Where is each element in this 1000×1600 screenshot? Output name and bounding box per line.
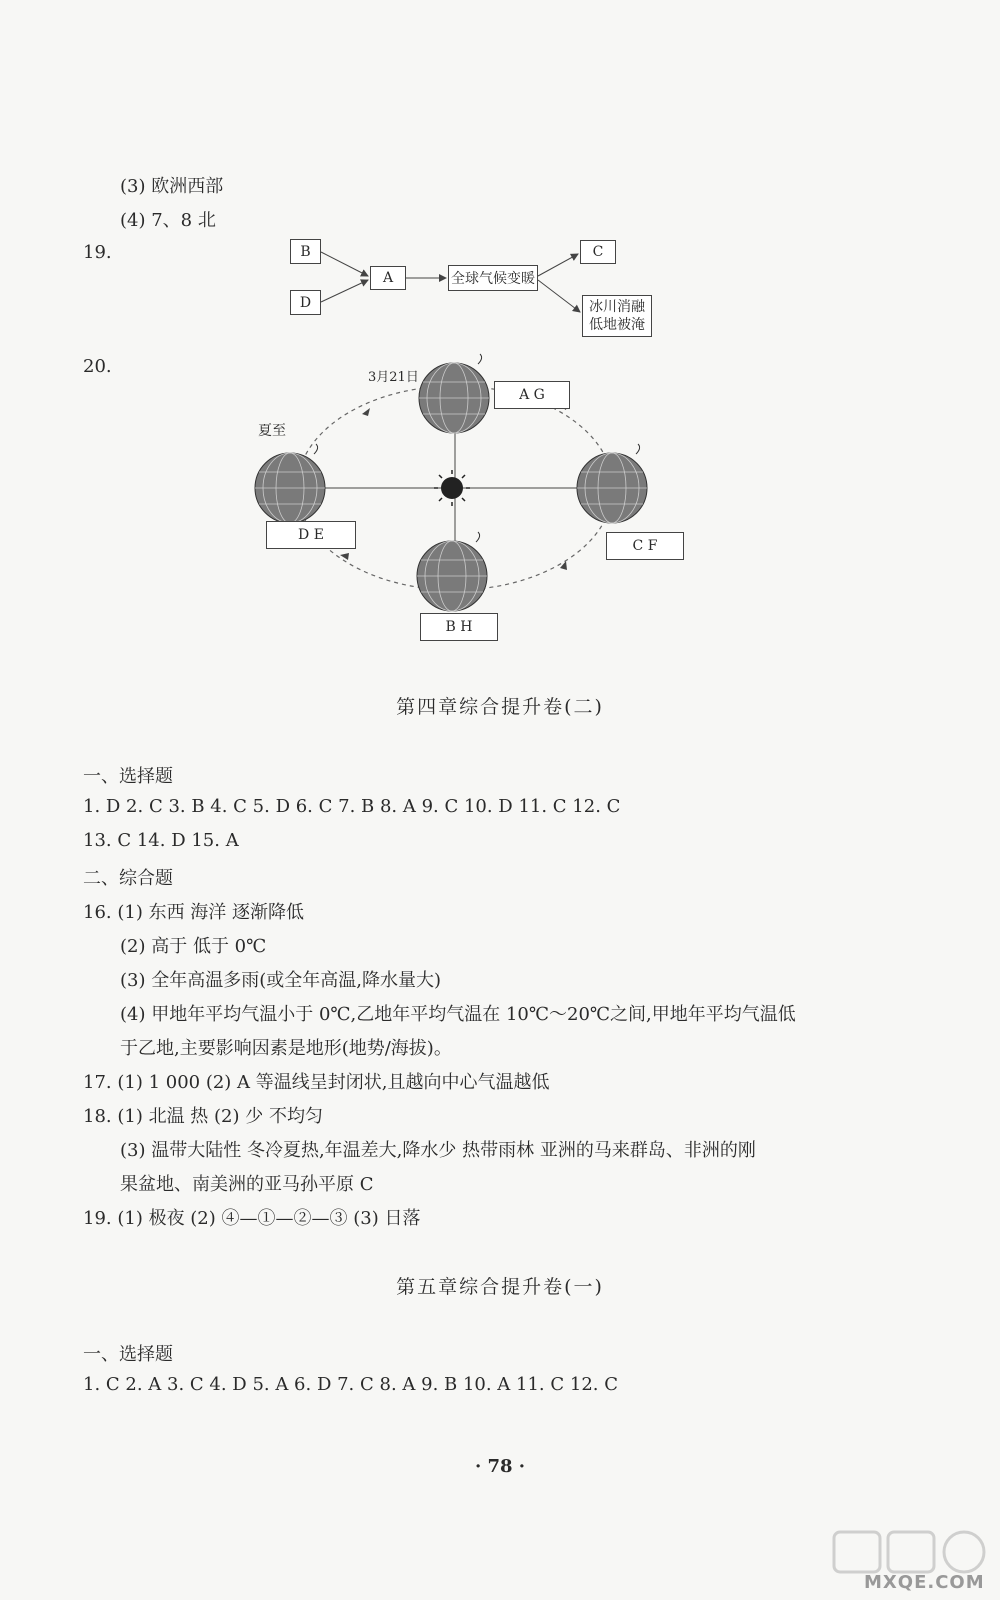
- box-glacier: [582, 295, 652, 337]
- s2-line-1: 1. C 2. A 3. C 4. D 5. A 6. D 7. C 8. A 9. B 10. A 11. C 12. C: [83, 1374, 618, 1395]
- s1-line-8: 于乙地,主要影响因素是地形(地势/海拔)。: [120, 1038, 452, 1059]
- box-a: A: [370, 266, 406, 290]
- box-d: D: [290, 290, 321, 315]
- s1-line-9: 17. (1) 1 000 (2) A 等温线呈封闭状,且越向中心气温越低: [83, 1072, 550, 1093]
- s1-line-7: (4) 甲地年平均气温小于 0℃,乙地年平均气温在 10℃～20℃之间,甲地年平均气温低: [120, 1004, 796, 1025]
- s1-line-2: 13. C 14. D 15. A: [83, 830, 239, 851]
- s1-line-6: (3) 全年高温多雨(或全年高温,降水量大): [120, 970, 441, 991]
- s1-line-4: 16. (1) 东西 海洋 逐渐降低: [83, 902, 305, 923]
- box-bh: B H: [420, 613, 498, 641]
- globe-top-icon: [419, 354, 489, 433]
- q19-number: 19.: [83, 242, 112, 263]
- page-number: · 78 ·: [474, 1456, 526, 1477]
- q20-number: 20.: [83, 356, 112, 377]
- s1-line-11: (3) 温带大陆性 冬冷夏热,年温差大,降水少 热带雨林 亚洲的马来群岛、非洲的刚: [120, 1140, 756, 1161]
- s1-line-5: (2) 高于 低于 0℃: [120, 936, 267, 957]
- s2-line-0: 一、选择题: [83, 1344, 173, 1365]
- box-c: C: [580, 240, 616, 264]
- s1-line-3: 二、综合题: [83, 868, 173, 889]
- s1-line-1: 1. D 2. C 3. B 4. C 5. D 6. C 7. B 8. A 9. C 10. D 11. C 12. C: [83, 796, 621, 817]
- globe-left-icon: [255, 444, 325, 523]
- s1-line-13: 19. (1) 极夜 (2) ④—①—②—③ (3) 日落: [83, 1208, 421, 1229]
- section-title-ch4: 第四章综合提升卷(二): [396, 696, 604, 718]
- answer-line-3: (3) 欧洲西部: [120, 176, 224, 197]
- box-glacier-line2: 低地被淹: [589, 317, 645, 333]
- s1-line-12: 果盆地、南美洲的亚马孙平原 C: [120, 1174, 374, 1195]
- globe-bottom-icon: [417, 532, 487, 611]
- box-warming: 全球气候变暖: [448, 265, 538, 291]
- label-summer: 夏至: [258, 423, 286, 439]
- s1-line-0: 一、选择题: [83, 766, 173, 787]
- s1-line-10: 18. (1) 北温 热 (2) 少 不均匀: [83, 1106, 323, 1127]
- globe-right-icon: [577, 444, 647, 523]
- box-ag: A G: [494, 381, 570, 409]
- box-b: B: [290, 239, 321, 264]
- box-de: D E: [266, 521, 356, 549]
- box-glacier-line1: 冰川消融: [589, 299, 645, 315]
- section-title-ch5: 第五章综合提升卷(一): [396, 1276, 604, 1298]
- watermark-text: MXQE.COM: [864, 1572, 985, 1593]
- box-cf: C F: [606, 532, 684, 560]
- answer-line-4: (4) 7、8 北: [120, 210, 216, 231]
- label-march21: 3月21日: [368, 370, 419, 385]
